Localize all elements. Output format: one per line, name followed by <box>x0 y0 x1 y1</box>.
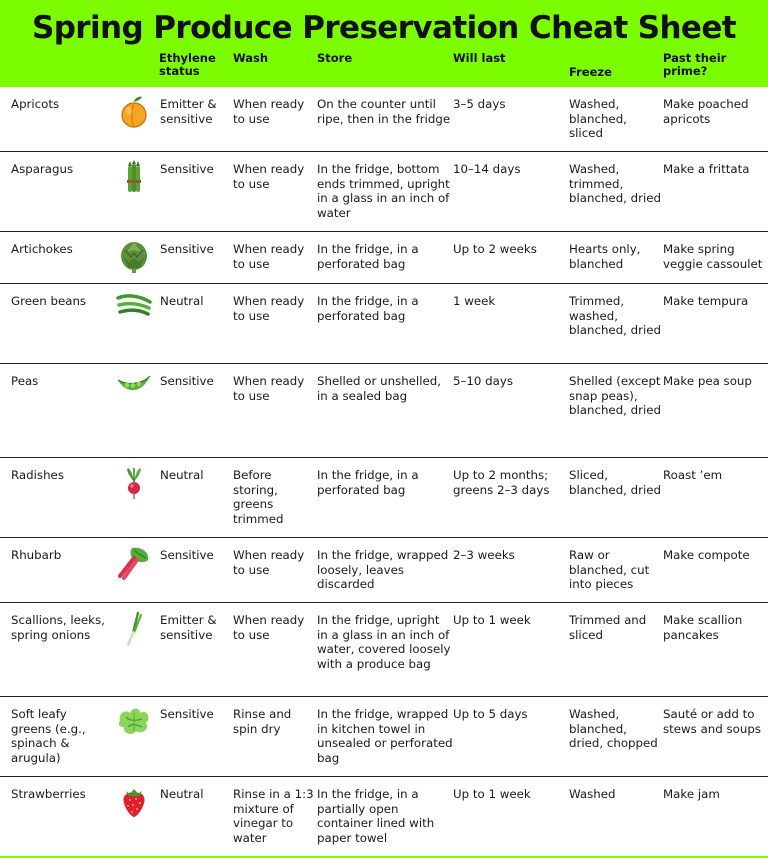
past-prime-tip: Make poached apricots <box>663 97 749 126</box>
produce-table <box>0 87 768 858</box>
ethylene-status: Sensitive <box>160 548 214 562</box>
produce-name: Peas <box>11 374 39 388</box>
ethylene-status: Neutral <box>160 468 204 482</box>
table-row <box>0 458 768 538</box>
shelf-life: 5–10 days <box>453 374 514 388</box>
past-prime-tip: Make jam <box>663 787 720 801</box>
freeze-instruction: Washed, blanched, sliced <box>569 97 627 141</box>
wash-instruction: Before storing, greens trimmed <box>233 468 284 526</box>
store-instruction: In the fridge, wrapped loosely, leaves discarded <box>317 548 449 592</box>
wash-instruction: When ready to use <box>233 548 305 577</box>
ethylene-status: Sensitive <box>160 162 214 176</box>
produce-name: Artichokes <box>11 242 73 256</box>
produce-name: Green beans <box>11 294 87 308</box>
shelf-life: Up to 2 weeks <box>453 242 537 256</box>
shelf-life: 1 week <box>453 294 496 308</box>
apricot-icon <box>117 95 151 131</box>
past-prime-tip: Make compote <box>663 548 750 562</box>
ethylene-status: Neutral <box>160 294 204 308</box>
table-row <box>0 232 768 284</box>
wash-instruction: When ready to use <box>233 242 305 271</box>
past-prime-tip: Sauté or add to stews and soups <box>663 707 761 736</box>
produce-name: Strawberries <box>11 787 86 801</box>
freeze-instruction: Raw or blanched, cut into pieces <box>569 548 650 592</box>
shelf-life: 10–14 days <box>453 162 521 176</box>
artichoke-icon <box>117 238 151 274</box>
produce-name: Radishes <box>11 468 64 482</box>
asparagus-icon <box>119 160 149 194</box>
past-prime-tip: Make spring veggie cassoulet <box>663 242 763 271</box>
freeze-instruction: Trimmed and sliced <box>569 613 647 642</box>
col-header-store: Store <box>317 51 353 65</box>
col-header-wash: Wash <box>233 51 269 65</box>
table-row <box>0 603 768 697</box>
store-instruction: In the fridge, in a perforated bag <box>317 468 419 497</box>
freeze-instruction: Shelled (except snap peas), blanched, dried <box>569 374 662 418</box>
col-header-will-last: Will last <box>453 51 506 65</box>
past-prime-tip: Make scallion pancakes <box>663 613 743 642</box>
ethylene-status: Sensitive <box>160 374 214 388</box>
radish-icon <box>122 466 146 500</box>
table-row <box>0 538 768 603</box>
shelf-life: Up to 2 months; greens 2–3 days <box>453 468 550 497</box>
produce-name: Rhubarb <box>11 548 62 562</box>
ethylene-status: Emitter & sensitive <box>160 613 217 642</box>
col-header-past-prime: Past their prime? <box>663 51 727 78</box>
store-instruction: In the fridge, in a perforated bag <box>317 242 419 271</box>
col-header-freeze: Freeze <box>569 65 612 79</box>
shelf-life: Up to 1 week <box>453 787 531 801</box>
wash-instruction: When ready to use <box>233 294 305 323</box>
freeze-instruction: Hearts only, blanched <box>569 242 641 271</box>
shelf-life: 2–3 weeks <box>453 548 515 562</box>
freeze-instruction: Trimmed, washed, blanched, dried <box>569 294 662 338</box>
store-instruction: Shelled or unshelled, in a sealed bag <box>317 374 441 403</box>
wash-instruction: Rinse and spin dry <box>233 707 292 736</box>
produce-name: Soft leafy greens (e.g., spinach & arugula) <box>11 707 86 765</box>
rhubarb-icon <box>116 546 152 580</box>
scallion-icon <box>122 611 146 647</box>
pea-pod-icon <box>116 372 152 396</box>
table-row <box>0 152 768 232</box>
store-instruction: In the fridge, in a perforated bag <box>317 294 419 323</box>
wash-instruction: When ready to use <box>233 97 305 126</box>
produce-name: Apricots <box>11 97 60 111</box>
ethylene-status: Emitter & sensitive <box>160 97 217 126</box>
past-prime-tip: Make a frittata <box>663 162 750 176</box>
ethylene-status: Sensitive <box>160 707 214 721</box>
store-instruction: In the fridge, in a partially open container lined with paper towel <box>317 787 435 845</box>
store-instruction: In the fridge, wrapped in kitchen towel in unsealed or perforated bag <box>317 707 453 765</box>
shelf-life: Up to 1 week <box>453 613 531 627</box>
ethylene-status: Sensitive <box>160 242 214 256</box>
freeze-instruction: Washed <box>569 787 616 801</box>
table-row <box>0 364 768 458</box>
ethylene-status: Neutral <box>160 787 204 801</box>
produce-name: Asparagus <box>11 162 74 176</box>
leafy-greens-icon <box>116 705 152 737</box>
green-beans-icon <box>116 292 152 316</box>
header-bar <box>0 0 768 87</box>
table-row <box>0 87 768 152</box>
table-row <box>0 777 768 858</box>
page-title: Spring Produce Preservation Cheat Sheet <box>31 10 736 46</box>
wash-instruction: When ready to use <box>233 162 305 191</box>
past-prime-tip: Roast ’em <box>663 468 723 482</box>
wash-instruction: When ready to use <box>233 374 305 403</box>
past-prime-tip: Make pea soup <box>663 374 752 388</box>
freeze-instruction: Washed, trimmed, blanched, dried <box>569 162 662 206</box>
wash-instruction: Rinse in a 1:3 mixture of vinegar to water <box>233 787 314 845</box>
strawberry-icon <box>120 785 148 819</box>
table-row <box>0 284 768 364</box>
past-prime-tip: Make tempura <box>663 294 749 308</box>
shelf-life: 3–5 days <box>453 97 506 111</box>
store-instruction: In the fridge, upright in a glass in an inch of water, covered loosely with a produce bag <box>317 613 451 671</box>
freeze-instruction: Washed, blanched, dried, chopped <box>569 707 658 751</box>
table-row <box>0 697 768 777</box>
shelf-life: Up to 5 days <box>453 707 528 721</box>
freeze-instruction: Sliced, blanched, dried <box>569 468 662 497</box>
produce-name: Scallions, leeks, spring onions <box>11 613 105 642</box>
store-instruction: On the counter until ripe, then in the fridge <box>317 97 451 126</box>
store-instruction: In the fridge, bottom ends trimmed, upright in a glass in an inch of water <box>317 162 450 220</box>
col-header-ethylene: Ethylene status <box>159 51 216 78</box>
wash-instruction: When ready to use <box>233 613 305 642</box>
